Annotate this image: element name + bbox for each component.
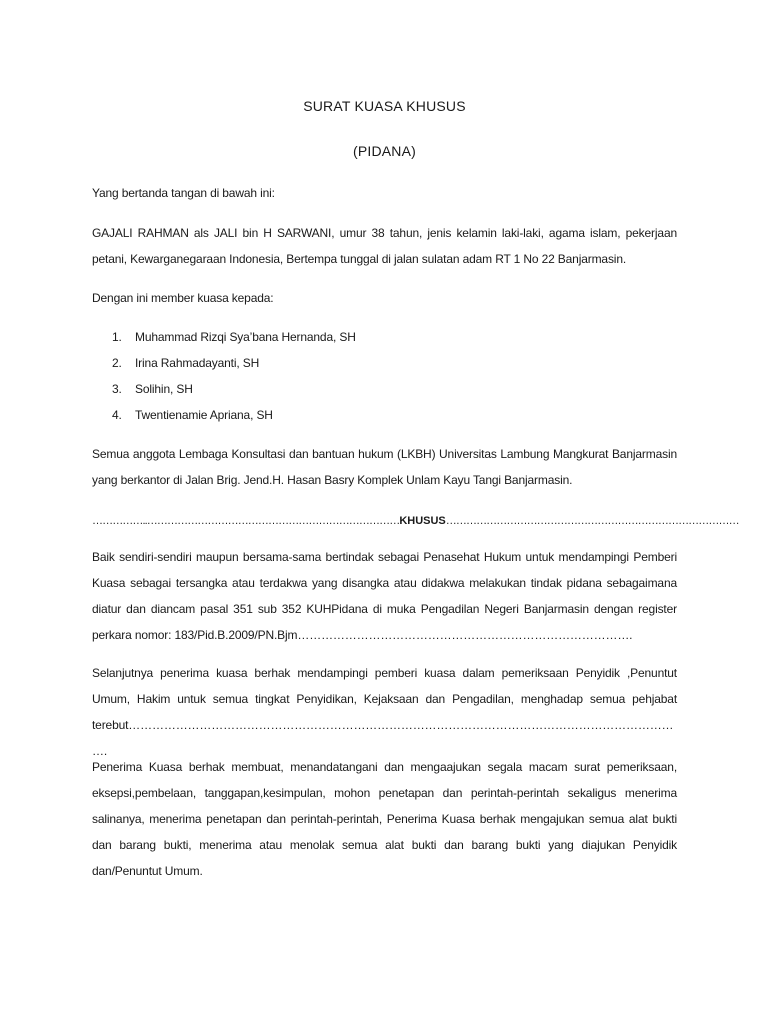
list-item-number: 3.: [112, 382, 122, 396]
intro-line: Yang bertanda tangan di bawah ini:: [92, 186, 275, 200]
list-item: [112, 402, 273, 428]
separator-label: KHUSUS: [399, 515, 446, 527]
document-title: SURAT KUASA KHUSUS: [303, 98, 466, 114]
grant-intro-line: Dengan ini member kuasa kepada:: [92, 291, 274, 305]
rights-paragraph: Penerima Kuasa berhak membuat, menandatangani dan mengaajukan segala macam surat pemeriksaan, eksepsi,pembelaan, tanggapan,kesimpulan, mohon penetapan dan perintah-perintah sekaligus menerima salinanya, menerima penetapan dan perintah-perintah, Penerima Kuasa berhak mengajukan semua alat bukti dan barang bukti, menerima atau menolak semua alat bukti dan barang bukti yang diajukan Penyidik dan/Penuntut Umum.: [92, 760, 677, 878]
separator-dots-right: ……………………………………………………………………………: [445, 515, 739, 527]
principal-paragraph: GAJALI RAHMAN als JALI bin H SARWANI, umur 38 tahun, jenis kelamin laki-laki, agama islam, pekerjaan petani, Kewarganegaraan Indonesia, Bertempa tunggal di jalan sulatan adam RT 1 No 22 Banjarmasin.: [92, 226, 677, 266]
affiliation-paragraph: Semua anggota Lembaga Konsultasi dan bantuan hukum (LKBH) Universitas Lambung Mangkurat Banjarmasin yang berkantor di Jalan Brig. Jend.H. Hasan Basry Komplek Unlam Kayu Tangi Banjarmasin.: [92, 447, 677, 487]
list-item-name: Solihin, SH: [135, 382, 193, 396]
list-item: [112, 376, 193, 402]
authority-paragraph: Baik sendiri-sendiri maupun bersama-sama bertindak sebagai Penasehat Hukum untuk mendampingi Pemberi Kuasa sebagai tersangka atau terdakwa yang disangka atau didakwa melakukan tindak pidana sebagaimana diatur dan diancam pasal 351 sub 352 KUHPidana di muka Pengadilan Negeri Banjarmasin dengan register perkara nomor: 183/Pid.B.2009/PN.Bjm………………………………………………………………………….: [92, 550, 677, 642]
document-subtitle: (PIDANA): [352, 143, 417, 159]
separator-dots-left: ……………..…………………………………………………………………: [92, 515, 400, 527]
list-item: [112, 350, 259, 376]
list-item-number: 1.: [112, 330, 122, 344]
list-item: [112, 324, 356, 350]
assistance-paragraph: Selanjutnya penerima kuasa berhak mendampingi pemberi kuasa dalam pemeriksaan Penyidik ,Penuntut Umum, Hakim untuk semua tingkat Penyidikan, Kejaksaan dan Pengadilan, menghadap semua pehjabat terebut…………………………………………………………………………………………………………………………….: [92, 666, 677, 758]
khusus-separator: [92, 508, 739, 534]
list-item-number: 4.: [112, 408, 122, 422]
list-item-name: Irina Rahmadayanti, SH: [135, 356, 260, 370]
list-item-number: 2.: [112, 356, 122, 370]
list-item-name: Muhammad Rizqi Sya’bana Hernanda, SH: [135, 330, 356, 344]
list-item-name: Twentienamie Apriana, SH: [135, 408, 273, 422]
